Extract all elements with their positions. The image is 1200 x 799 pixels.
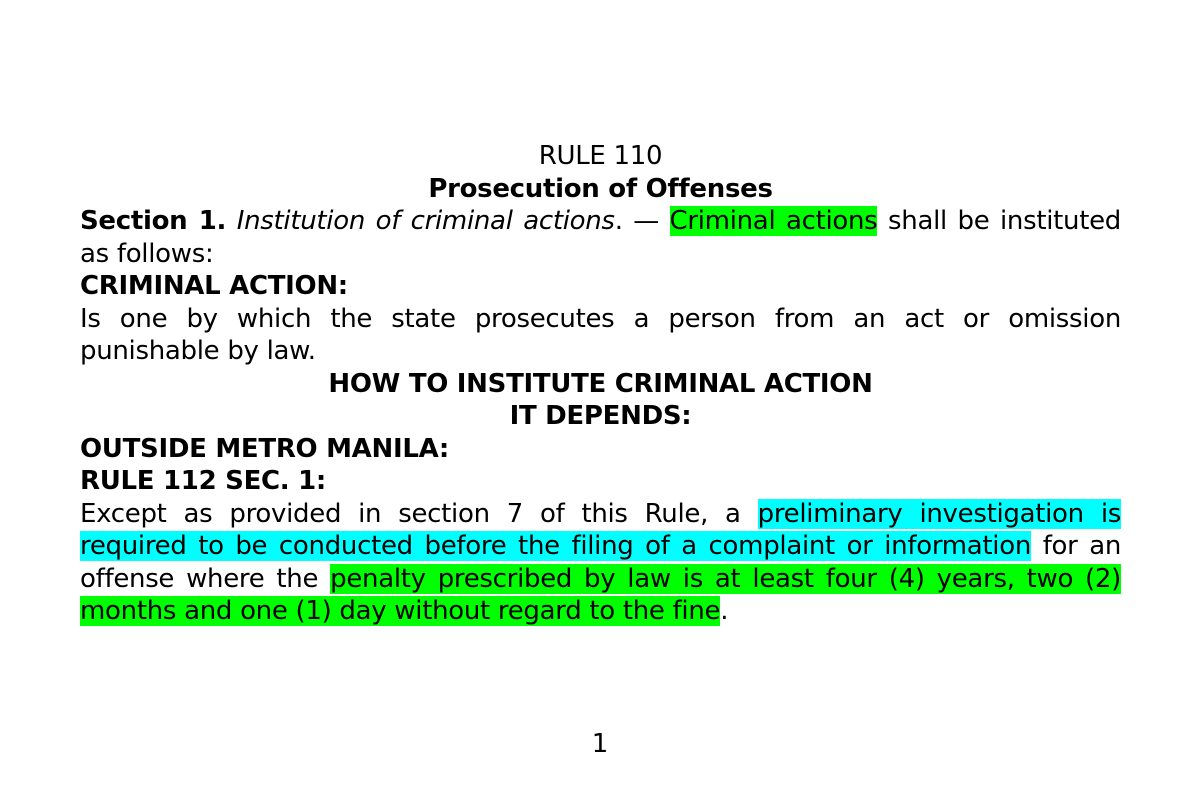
document-body: [80, 140, 1121, 628]
rule-112-middle: for an offense where the: [80, 531, 1122, 594]
section-1-rest: shall be instituted as follows:: [80, 206, 1122, 269]
rule-112-paragraph: [80, 498, 1121, 628]
page-number: 1: [591, 729, 609, 759]
rule-112-reference: RULE 112 SEC. 1:: [80, 466, 327, 496]
rule-112-end: .: [720, 596, 729, 626]
rule-title: Prosecution of Offenses: [428, 173, 773, 204]
criminal-action-definition: Is one by which the state prosecutes a person from an act or omission punishable by law.: [80, 303, 1121, 366]
rule-heading: RULE 110: [538, 141, 663, 171]
highlight-preliminary-investigation: preliminary investigation is required to be conducted before the filing of a complaint or information: [80, 498, 1121, 561]
highlight-penalty: penalty prescribed by law is at least four (4) years, two (2) months and one (1) day without regard to the fine: [80, 563, 1121, 626]
rule-112-intro: Except as provided in section 7 of this Rule, a: [80, 498, 758, 529]
section-title-separator: . —: [614, 206, 670, 236]
how-to-heading: HOW TO INSTITUTE CRIMINAL ACTION: [328, 368, 873, 399]
it-depends-heading: IT DEPENDS:: [509, 401, 692, 431]
outside-metro-manila-heading: OUTSIDE METRO MANILA:: [80, 433, 449, 464]
highlight-criminal-actions: Criminal actions: [669, 206, 878, 236]
section-label: Section 1.: [80, 206, 227, 236]
criminal-action-heading: CRIMINAL ACTION:: [80, 271, 348, 301]
section-1-paragraph: [80, 205, 1121, 270]
section-title: Institution of criminal actions: [236, 206, 615, 236]
